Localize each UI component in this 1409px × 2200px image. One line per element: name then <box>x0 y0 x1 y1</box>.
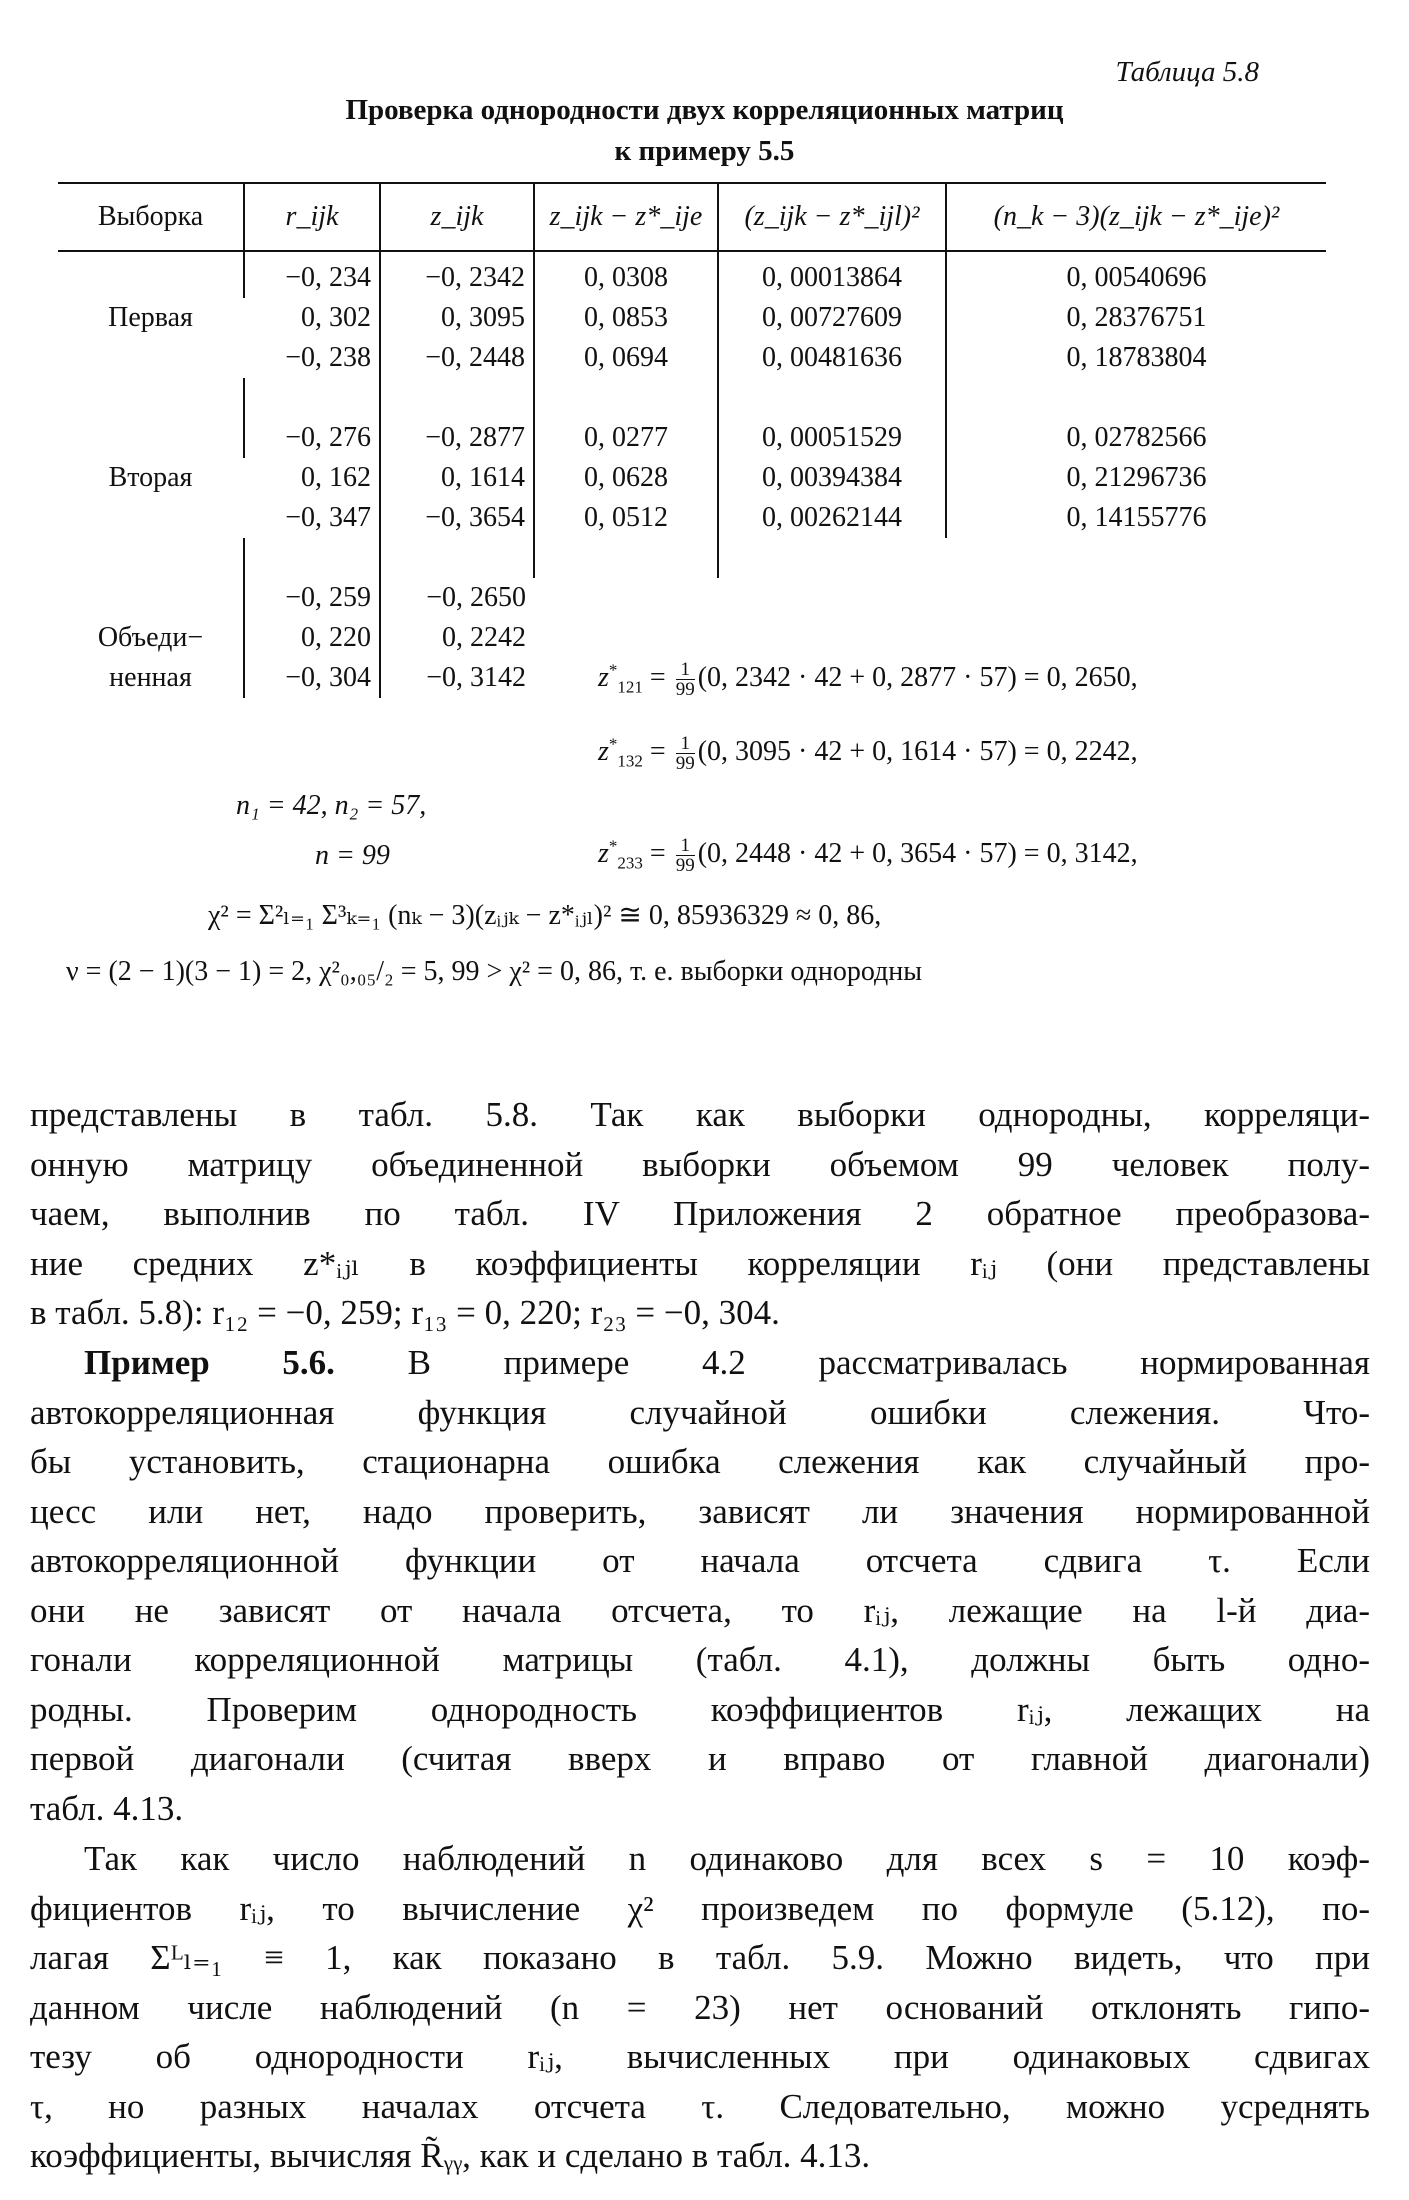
header-diff: z_ijk − z*_ije <box>534 183 718 251</box>
text-line: гонали корреляционной матрицы (табл. 4.1), должны быть одно- <box>30 1640 1370 1679</box>
table-cell: 0, 00013864 <box>718 258 946 298</box>
table-cell: −0, 238 <box>285 342 371 373</box>
paragraph-3 <box>30 1834 1370 2181</box>
table-cell: 0, 0512 <box>534 498 718 538</box>
group-label: Первая <box>108 302 193 333</box>
table-cell: 0, 3095 <box>380 298 534 338</box>
group-label: Вторая <box>108 462 193 493</box>
table-cell: −0, 347 <box>285 502 371 533</box>
group-label: Объеди− <box>97 622 204 653</box>
text-line: коэффициенты, вычисляя R̃ᵧᵧ, как и сделано в табл. 4.13. <box>30 2136 871 2175</box>
table-cell: 0, 0308 <box>534 258 718 298</box>
table-cell: 0, 00394384 <box>718 458 946 498</box>
formula-z132: $z^*_{132}$ = $\frac{1}{99}$ (0, 3095 · 42 + 0, 1614 · 57) = 0, 2242, <box>598 733 1138 774</box>
table-cell: −0, 3142 <box>380 658 534 698</box>
paragraph-1 <box>30 1090 1370 1338</box>
table-cell: 0, 00540696 <box>946 258 1326 298</box>
formula-degrees-of-freedom: ν = (2 − 1)(3 − 1) = 2, χ²₀,₀₅/₂ = 5, 99 > χ² = 0, 86, т. е. выборки однородны <box>66 956 923 987</box>
formula-chi-square: χ² = Σ²ₗ₌₁ Σ³ₖ₌₁ (nₖ − 3)(zᵢⱼₖ − z*ᵢⱼₗ)² ≅ 0, 85936329 ≈ 0, 86, <box>208 900 882 931</box>
text-line: τ, но разных началах отсчета τ. Следовательно, можно усреднять <box>30 2086 1370 2126</box>
table-cell: 0, 1614 <box>380 458 534 498</box>
formula-z233: $z^*_{233}$ = $\frac{1}{99}$ (0, 2448 · 42 + 0, 3654 · 57) = 0, 3142, <box>598 835 1138 876</box>
table-row <box>58 338 1326 378</box>
table-cell: −0, 304 <box>244 658 380 698</box>
table-cell: −0, 234 <box>244 258 380 298</box>
text-line: табл. 4.13. <box>30 1788 184 1828</box>
text-line: фициентов rᵢⱼ, то вычисление χ² произведем по формуле (5.12), по- <box>30 1888 1370 1928</box>
table-header-row <box>58 183 1326 251</box>
header-sample: Выборка <box>58 183 244 251</box>
table-row <box>58 258 1326 298</box>
table-label: Таблица 5.8 <box>1115 56 1259 88</box>
text-line: Так как число наблюдений n одинаково для всех s = 10 коэф- <box>84 1839 1370 1878</box>
table-cell: 0, 28376751 <box>946 298 1326 338</box>
header-r: r_ijk <box>244 183 380 251</box>
table-cell: 0, 00727609 <box>718 298 946 338</box>
text-line: чаем, выполнив по табл. IV Приложения 2 обратное преобразова- <box>30 1194 1370 1233</box>
example-heading: Пример 5.6. <box>84 1343 335 1382</box>
fraction: $\frac{1}{99}$ <box>675 659 695 700</box>
text-line: в табл. 5.8): r₁₂ = −0, 259; r₁₃ = 0, 220; r₂₃ = −0, 304. <box>30 1293 780 1332</box>
table-cell: 0, 220 <box>244 618 380 658</box>
table-cell: 0, 18783804 <box>946 338 1326 378</box>
table-cell: 0, 302 <box>301 302 371 333</box>
text-line: автокорреляционной функции от начала отсчета сдвига τ. Если <box>30 1541 1370 1580</box>
formula-n: n = 99 <box>315 840 390 871</box>
table-cell: 0, 00051529 <box>718 418 946 458</box>
table-cell: 0, 0277 <box>534 418 718 458</box>
text-line: бы установить, стационарна ошибка слежения как случайный про- <box>30 1442 1370 1481</box>
table-cell: −0, 259 <box>244 578 380 618</box>
table-row <box>58 618 1326 658</box>
table-cell: −0, 2342 <box>380 258 534 298</box>
table-cell: 0, 00262144 <box>718 498 946 538</box>
text-line: данном числе наблюдений (n = 23) нет оснований отклонять гипо- <box>30 1987 1370 2027</box>
table-cell: 0, 02782566 <box>946 418 1326 458</box>
paragraph-2 <box>30 1338 1370 1833</box>
table-row <box>58 298 1326 338</box>
table-row <box>58 498 1326 538</box>
text-line: они не зависят от начала отсчета, то rᵢⱼ, лежащие на l-й диа- <box>30 1590 1370 1630</box>
text-line: первой диагонали (считая вверх и вправо от главной диагонали) <box>30 1739 1370 1778</box>
group-label: ненная <box>109 662 192 693</box>
text-line: цесс или нет, надо проверить, зависят ли значения нормированной <box>30 1491 1370 1531</box>
formula-z121: $z^*_{121}$ = $\frac{1}{99}$ (0, 2342 · 42 + 0, 2877 · 57) = 0, 2650, <box>598 659 1138 700</box>
table-cell: 0, 14155776 <box>946 498 1326 538</box>
text-line: автокорреляционная функция случайной ошибки слежения. Что- <box>30 1392 1370 1432</box>
table-row <box>58 458 1326 498</box>
fraction: $\frac{1}{99}$ <box>675 835 695 876</box>
header-z: z_ijk <box>380 183 534 251</box>
table-cell: 0, 0694 <box>534 338 718 378</box>
fraction: $\frac{1}{99}$ <box>675 733 695 774</box>
table-cell: −0, 2448 <box>380 338 534 378</box>
table-cell: −0, 276 <box>244 418 380 458</box>
text-line: представлены в табл. 5.8. Так как выборки однородны, корреляци- <box>30 1095 1370 1134</box>
table-cell: −0, 2650 <box>380 578 534 618</box>
header-diff-sq: (z_ijk − z*_ijl)² <box>718 183 946 251</box>
table-row <box>58 578 1326 618</box>
formula-n1-n2: n₁ = 42, n₂ = 57, <box>236 790 427 821</box>
table-cell: 0, 00481636 <box>718 338 946 378</box>
text-line: тезу об однородности rᵢⱼ, вычисленных при одинаковых сдвигах <box>30 2037 1370 2076</box>
text-line: ние средних z*ᵢⱼₗ в коэффициенты корреляции rᵢⱼ (они представлены <box>30 1243 1370 1283</box>
table-5-8 <box>58 182 1326 698</box>
header-weighted: (n_k − 3)(z_ijk − z*_ije)² <box>946 183 1326 251</box>
text-line: лагая Σᴸₗ₌₁ ≡ 1, как показано в табл. 5.9. Можно видеть, что при <box>30 1938 1370 1977</box>
table-cell: 0, 0853 <box>534 298 718 338</box>
table-row <box>58 418 1326 458</box>
table-cell: −0, 2877 <box>380 418 534 458</box>
table-cell: −0, 3654 <box>380 498 534 538</box>
text-line: Пример 5.6. В примере 4.2 рассматривалась нормированная <box>84 1343 1370 1382</box>
table-title-line1: Проверка однородности двух корреляционных матриц <box>345 94 1064 126</box>
text-line: родны. Проверим однородность коэффициентов rᵢⱼ, лежащих на <box>30 1689 1370 1729</box>
table-title-line2: к примеру 5.5 <box>614 135 795 167</box>
text-line: онную матрицу объединенной выборки объемом 99 человек полу- <box>30 1144 1370 1184</box>
table-cell: 0, 2242 <box>380 618 534 658</box>
table-cell: 0, 162 <box>301 462 371 493</box>
table-cell: 0, 0628 <box>534 458 718 498</box>
table-cell: 0, 21296736 <box>946 458 1326 498</box>
